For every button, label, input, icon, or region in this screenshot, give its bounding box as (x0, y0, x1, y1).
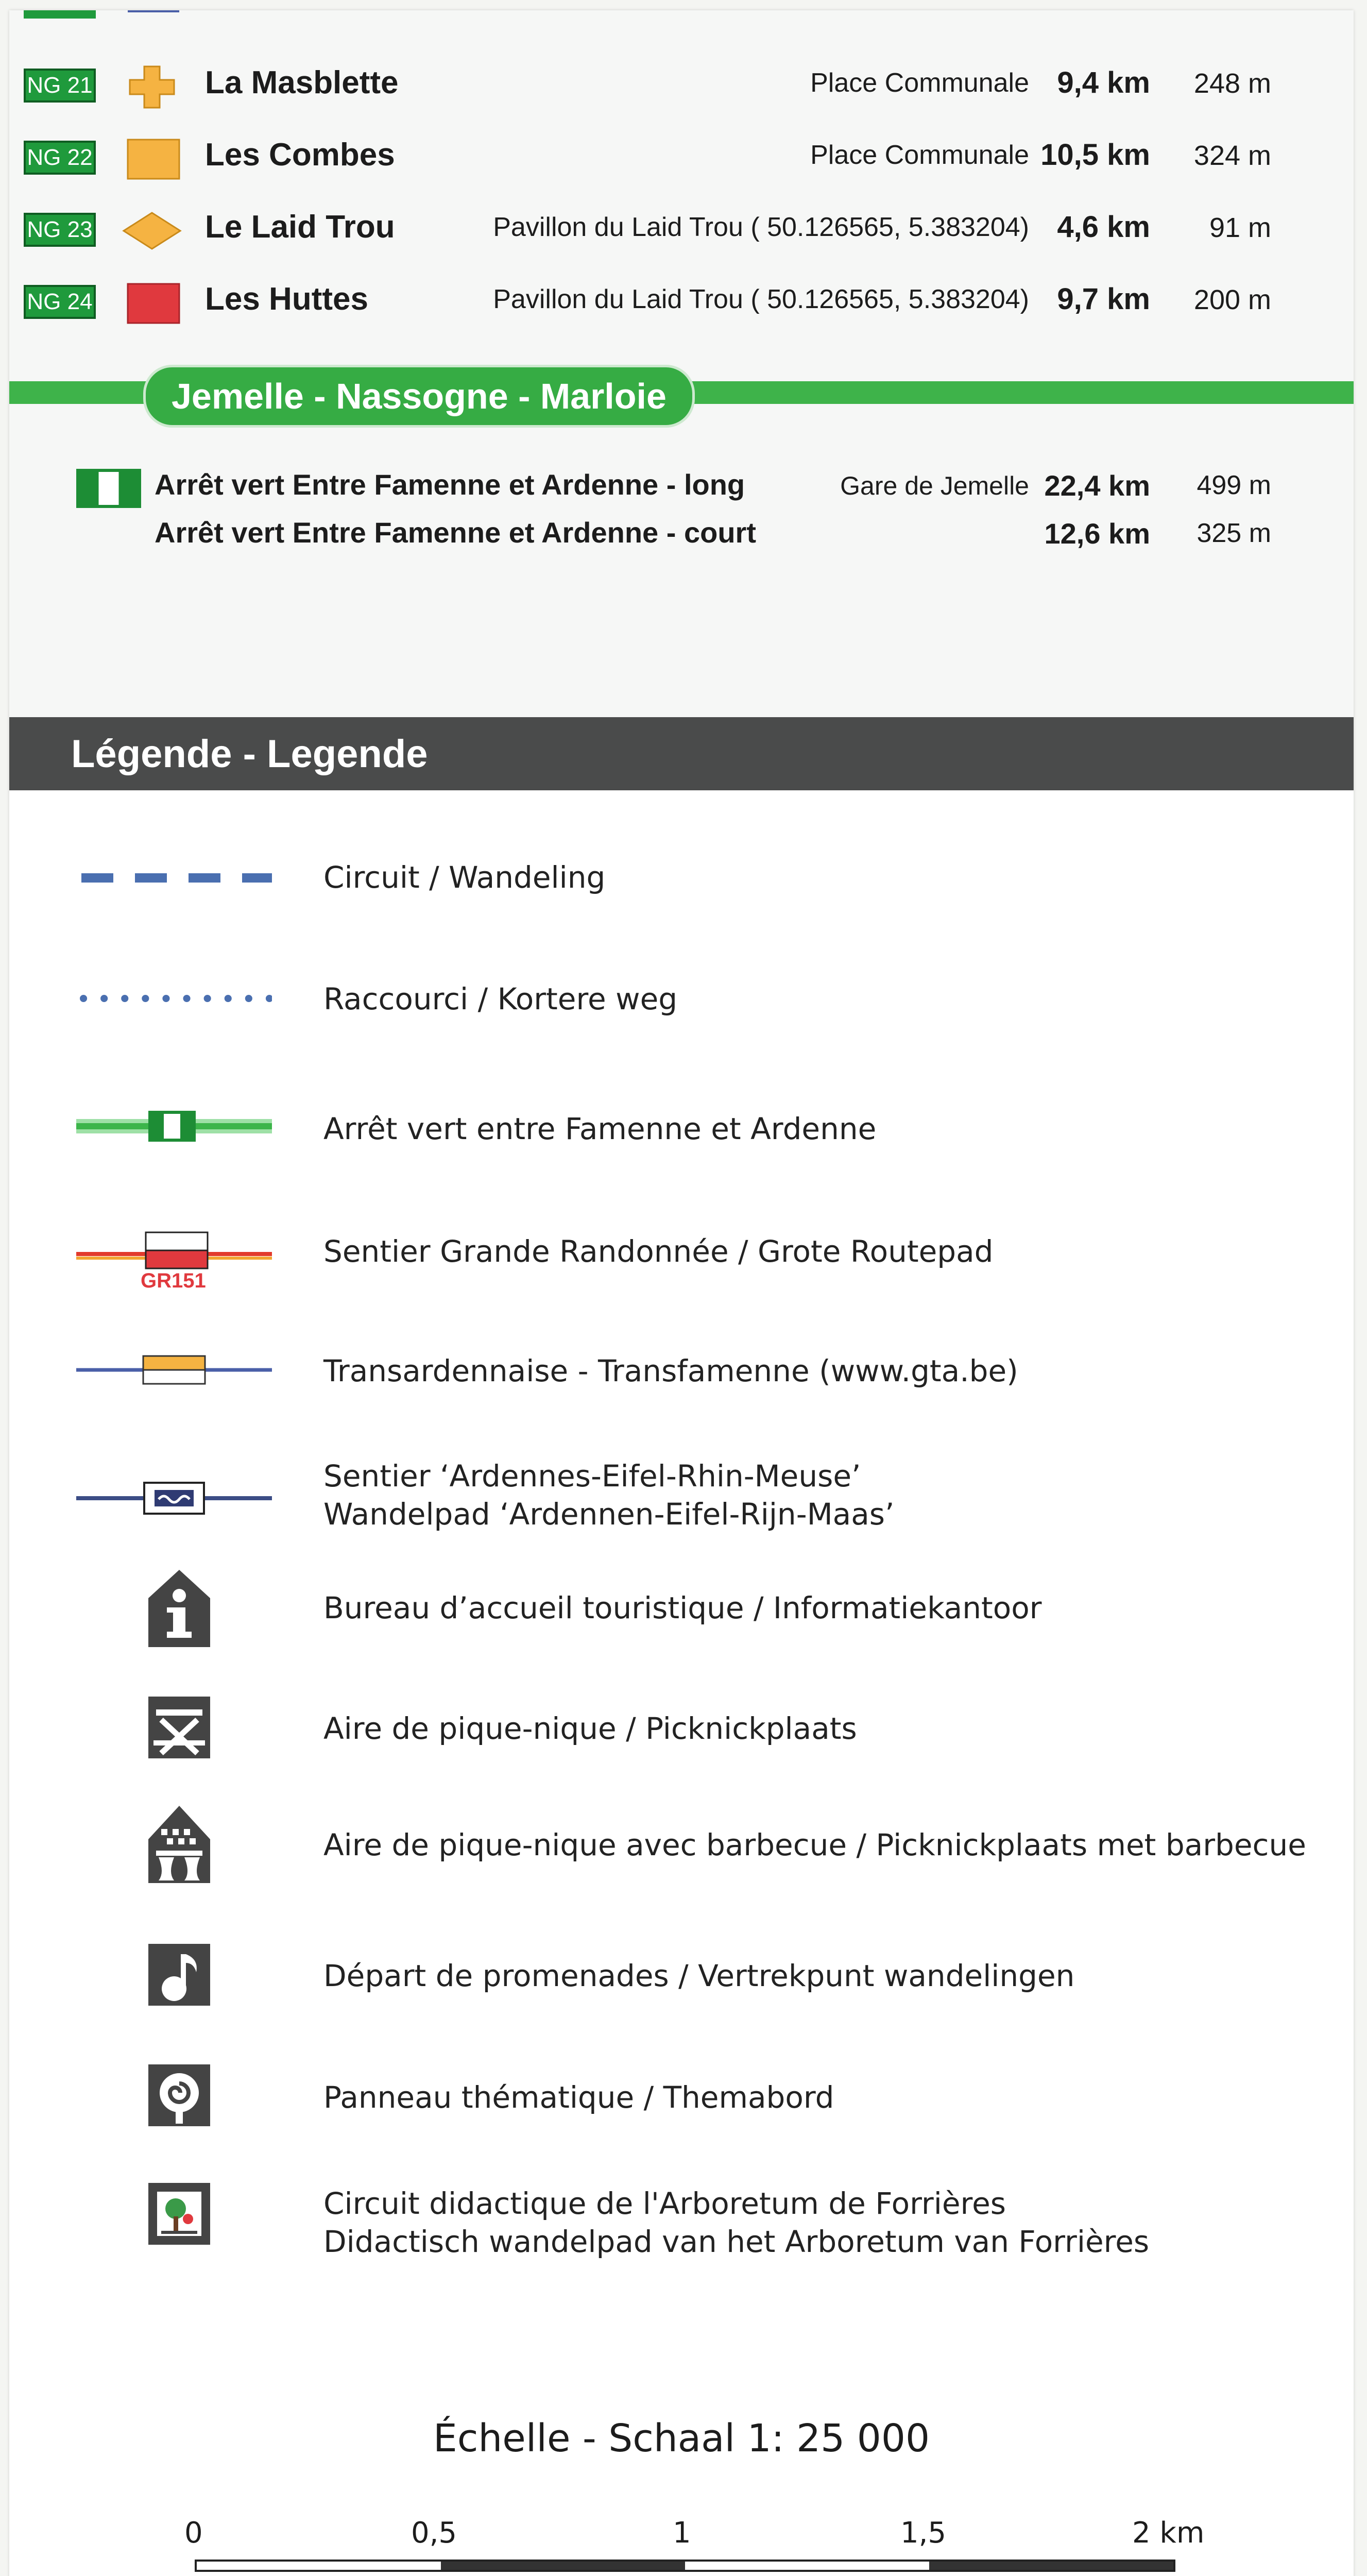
trail-elevation: 91 m (1209, 212, 1271, 243)
trail-code-badge: NG 22 (24, 141, 96, 175)
scale-segment (685, 2562, 929, 2570)
eifel-route-icon (76, 1478, 272, 1519)
trail-distance: 9,7 km (1057, 282, 1150, 316)
cut-off-symbol (128, 10, 179, 12)
orange-diamond-icon (118, 208, 185, 254)
trail-row (9, 126, 1354, 183)
section-title: Jemelle - Nassogne - Marloie (143, 365, 695, 428)
arboretum-icon (146, 2180, 213, 2247)
legend-title: Légende - Legende (71, 732, 428, 776)
scale-segment (929, 2562, 1173, 2570)
trail-start: Pavillon du Laid Trou ( 50.126565, 5.383204) (493, 284, 1029, 314)
trail-code-badge: NG 24 (24, 285, 96, 319)
picnic-icon (146, 1694, 213, 1761)
scale-segment (441, 2562, 685, 2570)
theme-panel-icon (146, 2062, 213, 2129)
trail-elevation: 200 m (1193, 284, 1271, 315)
scale-segment (197, 2562, 441, 2570)
route-name: Arrêt vert Entre Famenne et Ardenne - court (155, 516, 756, 549)
trail-distance: 9,4 km (1057, 66, 1150, 99)
trail-start: Pavillon du Laid Trou ( 50.126565, 5.383204) (493, 212, 1029, 242)
walk-start-icon (146, 1941, 213, 2008)
info-office-icon (143, 1567, 215, 1650)
legend-text: Circuit didactique de l'Arboretum de Forrières (323, 2186, 1006, 2221)
trail-name: Le Laid Trou (205, 209, 395, 245)
trail-code-badge: NG 21 (24, 69, 96, 103)
gta-route-icon (76, 1352, 272, 1388)
barbecue-icon (146, 1803, 213, 1886)
scale-label: 2 km (1132, 2516, 1205, 2550)
green-stop-line-icon (76, 1107, 272, 1148)
trail-distance: 4,6 km (1057, 210, 1150, 244)
legend-text: Aire de pique-nique avec barbecue / Picknickplaats met barbecue (323, 1827, 1306, 1862)
legend-text: Sentier Grande Randonnée / Grote Routepad (323, 1234, 994, 1269)
route-distance: 12,6 km (1044, 517, 1150, 550)
trail-row (9, 270, 1354, 327)
trail-name: Les Combes (205, 137, 395, 173)
route-start: Gare de Jemelle (840, 471, 1029, 500)
red-rectangle-icon (118, 280, 185, 326)
trail-distance: 10,5 km (1040, 138, 1150, 172)
legend-text: Sentier ‘Ardennes-Eifel-Rhin-Meuse’ (323, 1459, 861, 1494)
legend-text: Arrêt vert entre Famenne et Ardenne (323, 1111, 877, 1146)
dashed-line-icon (76, 868, 272, 888)
legend-text: Bureau d’accueil touristique / Informatiekantoor (323, 1590, 1042, 1625)
route-elevation: 499 m (1197, 470, 1271, 500)
scale-label: 0 (184, 2516, 203, 2550)
legend-text: Aire de pique-nique / Picknickplaats (323, 1711, 857, 1746)
orange-rectangle-icon (118, 135, 185, 182)
trail-elevation: 248 m (1193, 68, 1271, 99)
route-row (9, 464, 1354, 510)
map-back-cover (9, 10, 1354, 2576)
legend-header (9, 717, 1354, 790)
trail-list-panel (9, 10, 1354, 717)
trail-start: Place Communale (810, 68, 1029, 98)
legend-text-secondary: Wandelpad ‘Ardennen-Eifel-Rijn-Maas’ (323, 1497, 895, 1532)
trail-row (9, 198, 1354, 255)
route-elevation: 325 m (1197, 518, 1271, 548)
trail-elevation: 324 m (1193, 140, 1271, 171)
trail-code-badge: NG 23 (24, 213, 96, 247)
green-stop-flag-icon (76, 469, 141, 508)
route-name: Arrêt vert Entre Famenne et Ardenne - long (155, 468, 745, 501)
trail-row (9, 54, 1354, 111)
legend-text: Transardennaise - Transfamenne (www.gta.be) (323, 1353, 1018, 1388)
scale-label: 1,5 (900, 2516, 947, 2550)
legend-text: Circuit / Wandeling (323, 860, 606, 895)
orange-cross-icon (118, 63, 185, 110)
scale-bar (195, 2560, 1175, 2572)
legend-text: Départ de promenades / Vertrekpunt wandelingen (323, 1958, 1075, 1993)
legend-text: Raccourci / Kortere weg (323, 981, 678, 1016)
legend-text-secondary: Didactisch wandelpad van het Arboretum van Forrières (323, 2224, 1150, 2259)
gr-route-label: GR151 (141, 1269, 206, 1292)
dotted-line-icon (76, 988, 272, 1009)
scale-label: 1 (673, 2516, 691, 2550)
scale-label: 0,5 (411, 2516, 457, 2550)
trail-start: Place Communale (810, 140, 1029, 170)
trail-name: Les Huttes (205, 281, 368, 317)
scale-title: Échelle - Schaal 1: 25 000 (433, 2416, 930, 2461)
trail-name: La Masblette (205, 65, 399, 100)
route-row (9, 513, 1354, 559)
legend-text: Panneau thématique / Themabord (323, 2080, 834, 2115)
route-distance: 22,4 km (1044, 469, 1150, 502)
cut-off-badge (24, 10, 96, 19)
